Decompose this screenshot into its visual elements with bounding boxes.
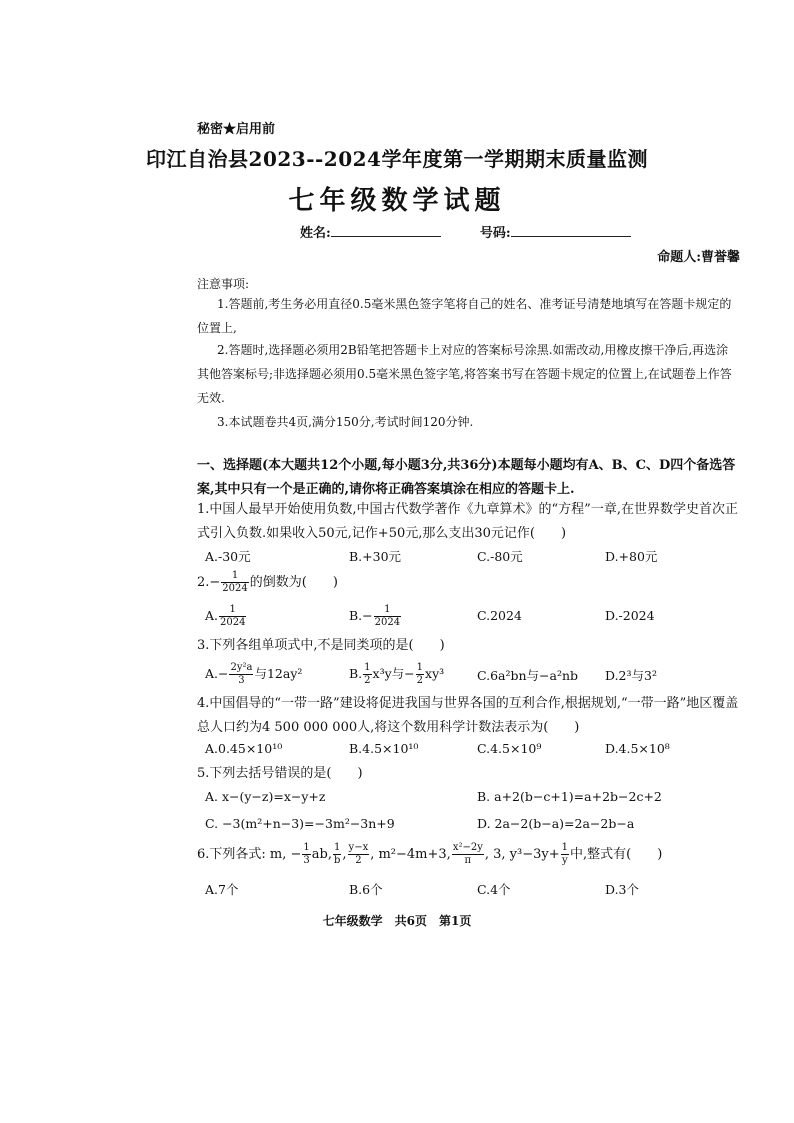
q6-option-a: A.7个 xyxy=(205,882,239,897)
exam-subject-title: 七年级数学试题 xyxy=(288,186,506,216)
notes-title: 注意事项: xyxy=(197,277,250,291)
q4-option-d: D.4.5×10⁸ xyxy=(605,741,670,756)
name-label: 姓名: xyxy=(300,226,331,241)
q5-option-d: D. 2a−2(b−a)=2a−2b−a xyxy=(477,816,635,831)
question-2-options xyxy=(205,604,735,630)
q2-option-d: D.-2024 xyxy=(605,608,655,623)
q1-option-c: C.-80元 xyxy=(477,549,523,564)
number-label: 号码: xyxy=(479,226,511,241)
question-4-options xyxy=(205,741,735,757)
q6-option-d: D.3个 xyxy=(605,882,640,897)
q4-option-c: C.4.5×10⁹ xyxy=(477,741,542,756)
section-1-heading: 一、选择题(本大题共12个小题,每小题3分,共36分)本题每小题均有A、B、C、D四个备选答案,其中只有一个是正确的,请你将正确答案填涂在相应的答题卡上. xyxy=(197,458,736,497)
question-3-options xyxy=(205,662,735,688)
q1-option-d: D.+80元 xyxy=(605,549,658,564)
name-blank xyxy=(331,226,441,237)
note-item-2: 2.答题时,选择题必须用2B铅笔把答题卡上对应的答案标号涂黑.如需改动,用橡皮擦干净后,再选涂其他答案标号;非选择题必须用0.5毫米黑色签字笔,将答案书写在答题卡规定的位置上,在试题卷上作答无效. xyxy=(197,343,732,405)
q6-option-b: B.6个 xyxy=(349,882,383,897)
name-number-line xyxy=(300,222,631,241)
q1-option-a: A.-30元 xyxy=(205,549,251,564)
q4-option-a: A.0.45×10¹⁰ xyxy=(205,741,283,756)
note-item-3: 3.本试题卷共4页,满分150分,考试时间120分钟. xyxy=(217,415,474,429)
question-6-stem: 6.下列各式: m, − $\frac{1}{3}$ ab, $\frac{1}{b}$ , $\frac{y-x}{2}$ , m²−4m+3, $\frac{\text{x²−2y}}{\pi}$ , 3, y³−3y+ $\frac{1}{y}$ 中,整式有( ) xyxy=(197,842,663,866)
note-item-1: 1.答题前,考生务必用直径0.5毫米黑色签字笔将自己的姓名、准考证号清楚地填写在答题卡规定的位置上, xyxy=(197,297,732,335)
page-footer: 七年级数学 共6页 第1页 xyxy=(322,914,472,928)
question-6-options xyxy=(205,880,735,896)
question-3-stem: 3.下列各组单项式中,不是同类项的是( ) xyxy=(197,638,445,653)
question-1-stem: 1.中国人最早开始使用负数,中国古代数学著作《九章算术》的“方程”一章,在世界数学史首次正式引入负数.如果收入50元,记作+50元,那么支出30元记作( ) xyxy=(197,502,738,541)
q2-option-c: C.2024 xyxy=(477,608,522,623)
question-4-stem: 4.中国倡导的“一带一路”建设将促进我国与世界各国的互利合作,根据规划,“一带一路”地区覆盖总人口约为4 500 000 000人,将这个数用科学计数法表示为( ) xyxy=(197,696,739,735)
q3-option-d: D.2³与3² xyxy=(605,668,657,683)
question-1-options xyxy=(205,547,735,563)
question-2-stem: 2.− $\frac{1}{2024}$ 的倒数为( ) xyxy=(197,570,338,594)
q2-stem-fraction: $\frac{1}{2024}$ xyxy=(222,570,248,594)
q2-option-a: A. $\frac{1}{2024}$ xyxy=(205,604,246,628)
q4-option-b: B.4.5×10¹⁰ xyxy=(349,741,419,756)
q5-option-b: B. a+2(b−c+1)=a+2b−2c+2 xyxy=(477,789,662,804)
number-blank xyxy=(511,226,631,237)
q2-option-b: B.− $\frac{1}{2024}$ xyxy=(349,604,401,628)
exam-title: 印江自治县2023--2024学年度第一学期期末质量监测 xyxy=(146,147,648,171)
author-label: 命题人:曹誉馨 xyxy=(657,250,740,265)
confidential-label: 秘密★启用前 xyxy=(197,122,276,137)
q3-option-c: C.6a²bn与−a²nb xyxy=(477,668,579,683)
question-5-options-row1 xyxy=(205,789,735,805)
q3-option-a: A.− $\frac{\text{2y²a}}{3}$ 与12ay² xyxy=(205,662,303,686)
q5-option-c: C. −3(m²+n−3)=−3m²−3n+9 xyxy=(205,816,395,831)
question-5-stem: 5.下列去括号错误的是( ) xyxy=(197,766,363,781)
q6-option-c: C.4个 xyxy=(477,882,511,897)
q1-option-b: B.+30元 xyxy=(349,549,402,564)
q5-option-a: A. x−(y−z)=x−y+z xyxy=(205,789,326,804)
q3-option-b: B. $\frac{1}{2}$ x³y与− $\frac{1}{2}$ xy³ xyxy=(349,662,445,686)
question-5-options-row2 xyxy=(205,816,735,832)
